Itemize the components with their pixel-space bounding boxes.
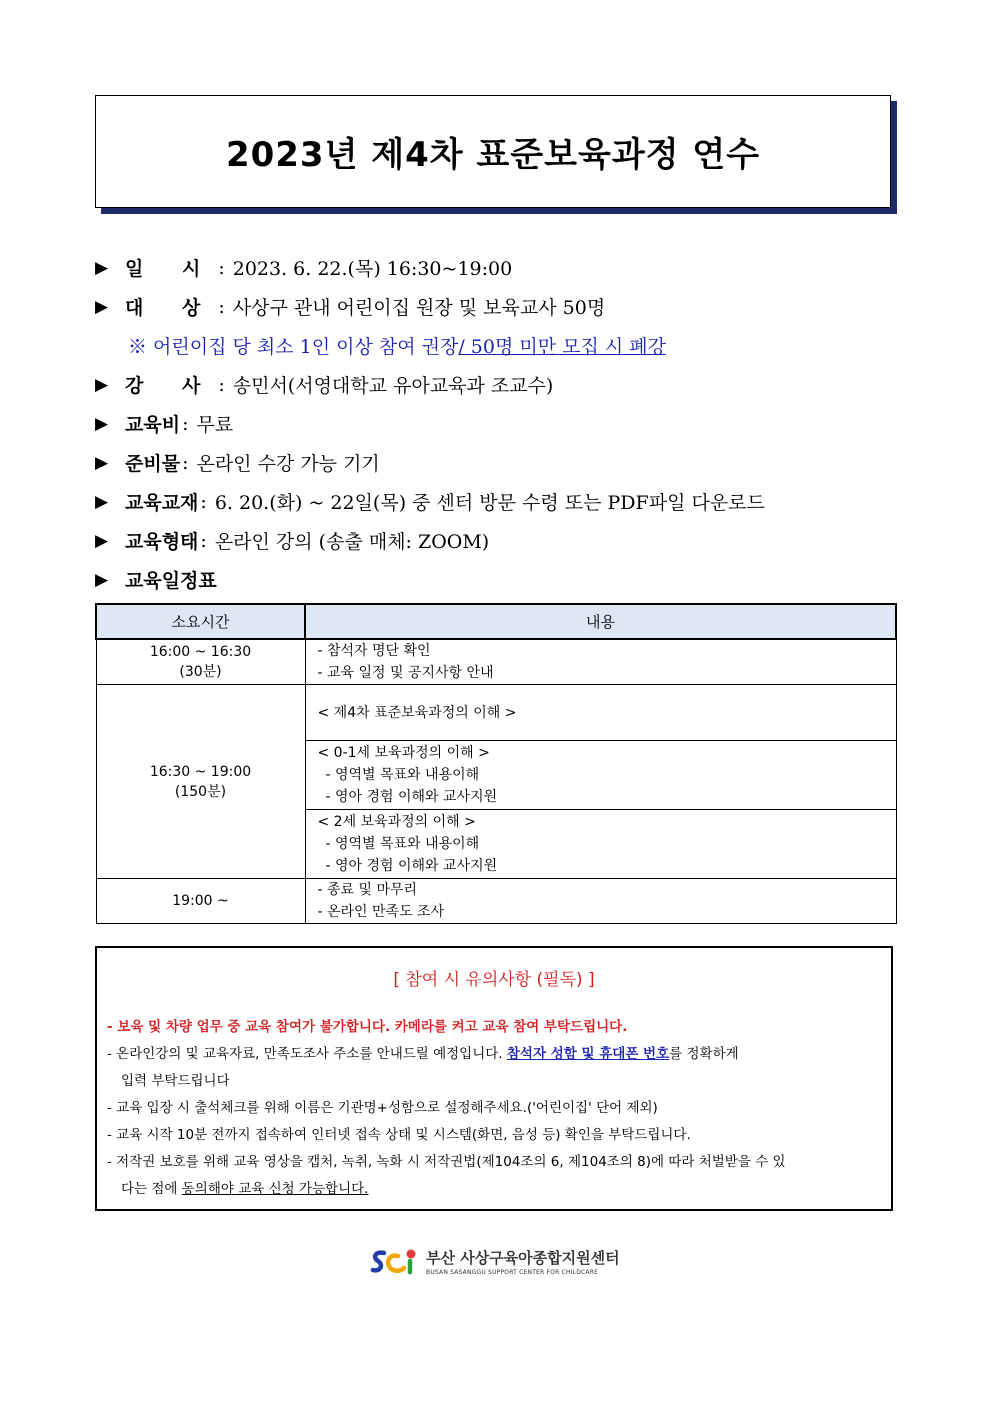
target-note xyxy=(95,326,895,365)
info-value: 온라인 강의 (송출 매체: ZOOM) xyxy=(214,531,490,553)
triangle-bullet-icon: ▶ xyxy=(95,569,109,590)
time-cell: 19:00 ~ xyxy=(96,879,305,924)
info-row-fee: ▶ 교육비 : 무료 xyxy=(95,404,895,443)
list-item: - 교육 입장 시 출석체크를 위해 이름은 기관명+성함으로 설정해주세요.('어린이집' 단어 제외) xyxy=(107,1100,658,1116)
caution-title: [ 참여 시 유의사항 (필독) ] xyxy=(393,970,595,990)
table-row xyxy=(96,639,896,685)
triangle-bullet-icon: ▶ xyxy=(95,257,109,278)
info-value: 사상구 관내 어린이집 원장 및 보육교사 50명 xyxy=(232,297,606,319)
schedule-table xyxy=(95,603,897,924)
info-label: 준비물 xyxy=(125,453,181,475)
triangle-bullet-icon: ▶ xyxy=(95,413,109,434)
info-label: 교육일정표 xyxy=(125,570,217,592)
list-item: - 보육 및 차량 업무 중 교육 참여가 불가합니다. 카메라를 켜고 교육 참여 부탁드립니다. xyxy=(107,1019,628,1035)
title-box xyxy=(95,95,891,208)
list-item: - 교육 시작 10분 전까지 접속하여 인터넷 접속 상태 및 시스템(화면, 음성 등) 확인을 부탁드립니다. xyxy=(107,1127,691,1143)
triangle-bullet-icon: ▶ xyxy=(95,491,109,512)
info-row-date: ▶ 일 시 : 2023. 6. 22.(목) 16:30~19:00 xyxy=(95,248,895,287)
info-row-materials: ▶ 교육교재 : 6. 20.(화) ~ 22일(목) 중 센터 방문 수령 또는 PDF파일 다운로드 xyxy=(95,482,895,521)
caution-box xyxy=(95,946,893,1211)
triangle-bullet-icon: ▶ xyxy=(95,296,109,317)
info-label: 대 상 xyxy=(125,297,217,319)
info-value: 무료 xyxy=(196,414,234,436)
info-label: 일 시 xyxy=(125,258,217,280)
content-cell: - 종료 및 마무리 - 온라인 만족도 조사 xyxy=(305,879,896,924)
center-logo xyxy=(370,1245,620,1277)
content-cell: - 참석자 명단 확인 - 교육 일정 및 공지사항 안내 xyxy=(305,639,896,685)
triangle-bullet-icon: ▶ xyxy=(95,530,109,551)
info-row-target: ▶ 대 상 : 사상구 관내 어린이집 원장 및 보육교사 50명 xyxy=(95,287,895,326)
table-header-cell: 내용 xyxy=(305,604,896,639)
list-item: - 저작권 보호를 위해 교육 영상을 캡처, 녹취, 녹화 시 저작권법(제104조의 6, 제104조의 8)에 따라 처벌받을 수 있 다는 점에 동의해야 교육 신청 가능합니다. xyxy=(107,1154,786,1197)
info-value: 6. 20.(화) ~ 22일(목) 중 센터 방문 수령 또는 PDF파일 다운로드 xyxy=(214,492,765,514)
info-label: 강 사 xyxy=(125,375,217,397)
info-row-instructor: ▶ 강 사 : 송민서(서영대학교 유아교육과 조교수) xyxy=(95,365,895,404)
list-item: - 온라인강의 및 교육자료, 만족도조사 주소를 안내드릴 예정입니다. 참석자 성함 및 휴대폰 번호를 정확하게 입력 부탁드립니다 xyxy=(107,1046,739,1089)
table-header-row xyxy=(96,604,896,639)
center-name-english: BUSAN SASANGGU SUPPORT CENTER FOR CHILDCARE xyxy=(426,1268,599,1276)
caution-list xyxy=(97,1014,891,1203)
info-value: 2023. 6. 22.(목) 16:30~19:00 xyxy=(232,258,513,280)
target-note-text: ※ 어린이집 당 최소 1인 이상 참여 권장 xyxy=(128,336,459,358)
info-section xyxy=(95,248,895,599)
info-label: 교육비 xyxy=(125,414,181,436)
center-logo-icon xyxy=(370,1245,420,1277)
info-label: 교육교재 xyxy=(125,492,199,514)
time-cell: 16:00 ~ 16:30 (30분) xyxy=(96,639,305,685)
table-row xyxy=(96,685,896,741)
table-header-cell: 소요시간 xyxy=(96,604,305,639)
content-cell: < 제4차 표준보육과정의 이해 > xyxy=(305,685,896,741)
page-title: 2023년 제4차 표준보육과정 연수 xyxy=(225,135,761,175)
info-value: 송민서(서영대학교 유아교육과 조교수) xyxy=(232,375,554,397)
target-note-underlined: / 50명 미만 모집 시 폐강 xyxy=(458,336,666,358)
info-row-supplies: ▶ 준비물 : 온라인 수강 가능 기기 xyxy=(95,443,895,482)
triangle-bullet-icon: ▶ xyxy=(95,374,109,395)
info-row-format: ▶ 교육형태 : 온라인 강의 (송출 매체: ZOOM) xyxy=(95,521,895,560)
time-cell: 16:30 ~ 19:00 (150분) xyxy=(96,685,305,879)
table-row xyxy=(96,879,896,924)
center-name-korean: 부산 사상구육아종합지원센터 xyxy=(426,1248,620,1267)
info-row-schedule xyxy=(95,560,895,599)
content-cell: < 2세 보육과정의 이해 > - 영역별 목표와 내용이해 - 영아 경험 이해와 교사지원 xyxy=(305,810,896,879)
content-cell: < 0-1세 보육과정의 이해 > - 영역별 목표와 내용이해 - 영아 경험 이해와 교사지원 xyxy=(305,741,896,810)
info-label: 교육형태 xyxy=(125,531,199,553)
triangle-bullet-icon: ▶ xyxy=(95,452,109,473)
info-value: 온라인 수강 가능 기기 xyxy=(196,453,380,475)
